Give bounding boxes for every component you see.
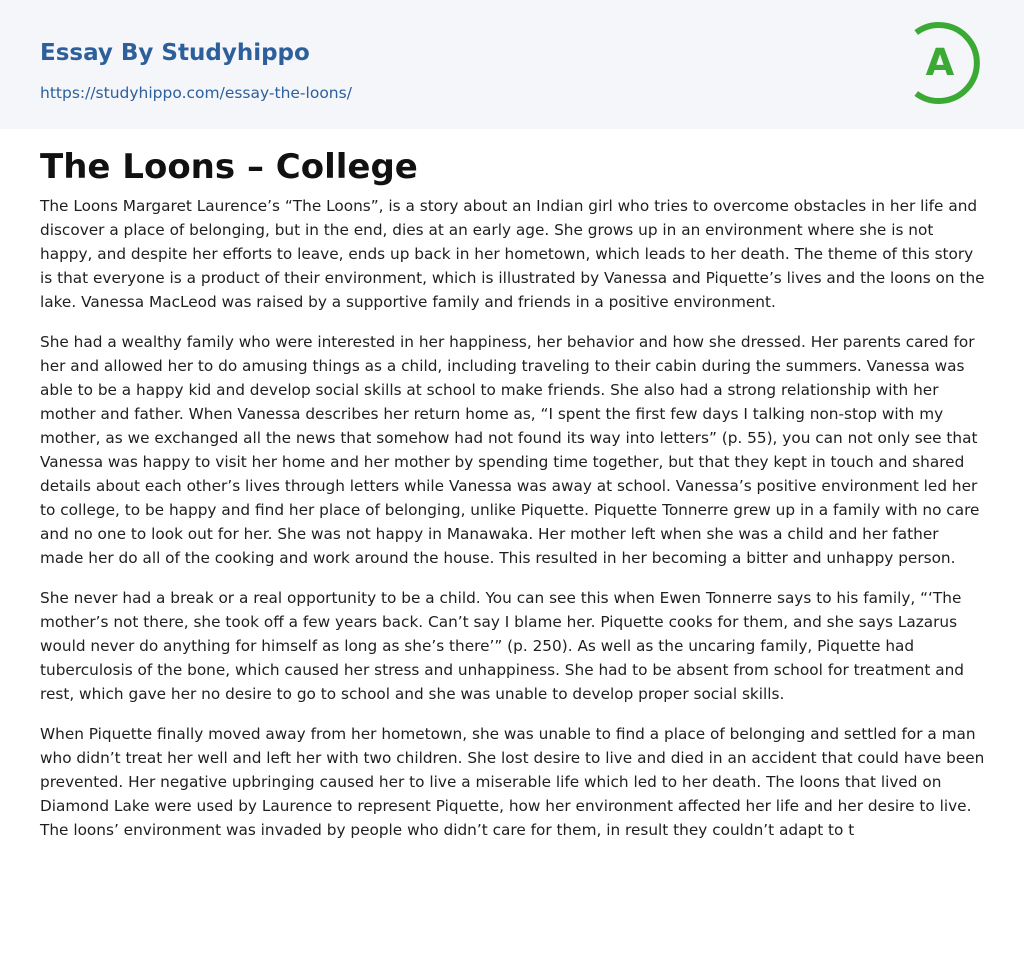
essay-body [40, 194, 986, 858]
site-brand[interactable]: Essay By Studyhippo [40, 40, 310, 66]
essay-paragraph: The Loons Margaret Laurence’s “The Loons”, is a story about an Indian girl who tries to overcome obstacles in her life and discover a place of belonging, but in the end, dies at an early age. She grows up in an environment where she is not happy, and despite her efforts to leave, ends up back in her hometown, which leads to her death. The theme of this story is that everyone is a product of their environment, which is illustrated by Vanessa and Piquette’s lives and the loons on the lake. Vanessa MacLeod was raised by a supportive family and friends in a positive environment. [40, 197, 985, 311]
essay-paragraph: She never had a break or a real opportunity to be a child. You can see this when Ewen Tonnerre says to his family, “‘The mother’s not there, she took off a few years back. Can’t say I blame her. Piquette cooks for them, and she says Lazarus would never do anything for himself as long as she’s there’” (p. 250). As well as the uncaring family, Piquette had tuberculosis of the bone, which caused her stress and unhappiness. She had to be absent from school for treatment and rest, which gave her no desire to go to school and she was unable to develop proper social skills. [40, 589, 964, 703]
studyhippo-logo-icon[interactable] [896, 18, 986, 108]
essay-paragraph: When Piquette finally moved away from her hometown, she was unable to find a place of belonging and settled for a man who didn’t treat her well and left her with two children. She lost desire to live and died in an accident that could have been prevented. Her negative upbringing caused her to live a miserable life which led to her death. The loons that lived on Diamond Lake were used by Laurence to represent Piquette, how her environment affected her life and her desire to live. The loons’ environment was invaded by people who didn’t care for them, in result they couldn’t adapt to t [40, 725, 985, 839]
site-header [0, 0, 1024, 129]
svg-text:A: A [925, 41, 955, 84]
essay-title: The Loons – College [40, 147, 418, 187]
essay-url-link[interactable]: https://studyhippo.com/essay-the-loons/ [40, 84, 352, 102]
essay-paragraph: She had a wealthy family who were interested in her happiness, her behavior and how she dressed. Her parents cared for her and allowed her to do amusing things as a child, including traveling to their cabin during the summers. Vanessa was able to be a happy kid and develop social skills at school to make friends. She also had a strong relationship with her mother and father. When Vanessa describes her return home as, “I spent the first few days I talking non-stop with my mother, as we exchanged all the news that somehow had not found its way into letters” (p. 55), you can not only see that Vanessa was happy to visit her home and her mother by spending time together, but that they kept in touch and shared details about each other’s lives through letters while Vanessa was away at school. Vanessa’s positive environment led her to college, to be happy and find her place of belonging, unlike Piquette. Piquette Tonnerre grew up in a family with no care and no one to look out for her. She was not happy in Manawaka. Her mother left when she was a child and her father made her do all of the cooking and work around the house. This resulted in her becoming a bitter and unhappy person. [40, 333, 980, 567]
